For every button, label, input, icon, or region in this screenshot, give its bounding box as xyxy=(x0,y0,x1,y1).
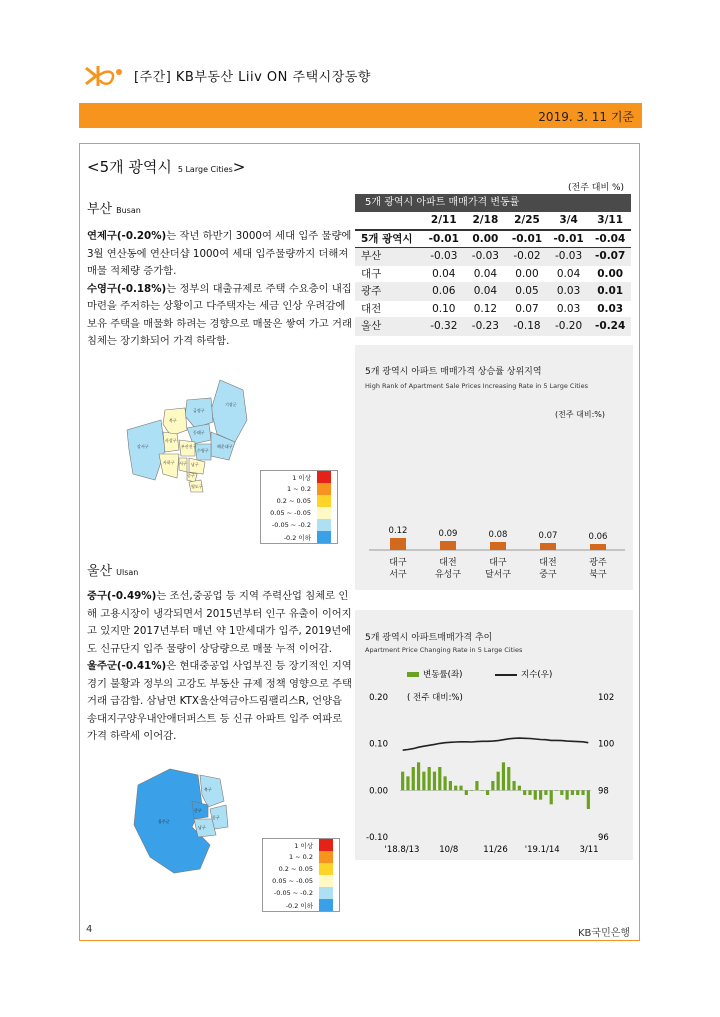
trend-index-line xyxy=(403,738,589,750)
map-legend-swatch xyxy=(317,495,331,507)
bar-chart-category-label: 대구 xyxy=(489,558,507,568)
busan-text xyxy=(87,228,355,351)
top-rise-chart-subtitle: High Rank of Apartment Sale Prices Increasing Rate in 5 Large Cities xyxy=(365,382,589,390)
bar-chart-category-label: 중구 xyxy=(539,570,557,580)
ulsan-map-label: 남구 xyxy=(198,825,206,830)
trend-y-left-tick: -0.10 xyxy=(366,833,388,843)
table-cell: 0.00 xyxy=(515,267,539,280)
table-cell: 0.00 xyxy=(472,232,499,245)
trend-x-tick: 3/11 xyxy=(579,845,599,855)
trend-bar xyxy=(444,776,447,790)
table-title: 5개 광역시 아파트 매매가격 변동률 xyxy=(355,194,631,212)
table-row-label: 대전 xyxy=(361,302,382,315)
busan-map-label: 강서구 xyxy=(137,444,149,449)
busan-map xyxy=(125,370,255,500)
trend-bar xyxy=(491,781,494,790)
trend-bar xyxy=(560,790,563,795)
table-row-label: 울산 xyxy=(361,320,382,332)
footer-brand: KB국민은행 xyxy=(578,928,631,939)
table-cell: 0.04 xyxy=(473,267,498,280)
map-legend-row: 0.2 ~ 0.05 xyxy=(261,495,337,507)
trend-y-right-tick: 102 xyxy=(598,693,615,703)
map-legend-swatch xyxy=(317,531,331,543)
table-cell: 0.01 xyxy=(597,285,624,297)
trend-bar xyxy=(587,790,590,809)
trend-legend-bar-swatch xyxy=(407,672,419,677)
trend-bar xyxy=(454,786,457,791)
trend-bar xyxy=(544,790,547,795)
trend-bar xyxy=(571,790,574,795)
table-cell: -0.04 xyxy=(595,232,626,245)
bar-chart-value-label: 0.06 xyxy=(588,532,608,542)
trend-chart-unit: ( 전주 대비:%) xyxy=(407,693,463,703)
map-legend-row: -0.2 이하 xyxy=(263,899,339,911)
table-row-label: 광주 xyxy=(361,285,382,297)
trend-chart xyxy=(355,660,633,860)
trend-bar xyxy=(486,790,489,795)
table-cell: 0.12 xyxy=(473,302,498,315)
busan-district-saha xyxy=(159,454,179,478)
page-number: 4 xyxy=(86,924,93,935)
table-column-header: 2/18 xyxy=(472,214,499,226)
map-legend-swatch xyxy=(317,519,331,531)
bar-chart-value-label: 0.12 xyxy=(388,526,408,536)
table-cell: -0.07 xyxy=(595,250,626,262)
trend-bar xyxy=(523,790,526,795)
bar-chart-category-label: 서구 xyxy=(389,570,407,580)
top-rise-chart-panel xyxy=(355,345,633,590)
trend-y-right-tick: 96 xyxy=(598,833,609,843)
trend-bar xyxy=(422,772,425,791)
price-change-table xyxy=(355,194,631,336)
busan-map-label: 사하구 xyxy=(163,460,175,465)
table-cell: -0.20 xyxy=(554,320,583,332)
map-legend-swatch xyxy=(319,863,333,875)
table-header-row xyxy=(355,212,631,230)
bar-chart-category-label: 대전 xyxy=(439,558,457,568)
trend-y-right-tick: 98 xyxy=(598,786,609,797)
bar-chart-bar xyxy=(490,542,506,550)
trend-bar xyxy=(555,790,558,791)
trend-bar xyxy=(566,790,569,799)
trend-chart-subtitle: Apartment Price Changing Rate in 5 Large Cities xyxy=(365,646,523,654)
map-legend-row: 0.05 ~ -0.05 xyxy=(261,507,337,519)
ulsan-text xyxy=(87,588,355,746)
trend-x-tick: 11/26 xyxy=(483,845,508,855)
table-cell: -0.01 xyxy=(428,232,459,245)
bar-chart-bar xyxy=(440,541,456,550)
section-title: <5개 광역시 5 Large Cities> xyxy=(87,158,246,176)
trend-bar xyxy=(512,781,515,790)
busan-map-legend xyxy=(260,470,338,544)
bar-chart-category-label: 달서구 xyxy=(484,570,512,580)
trend-bar xyxy=(518,786,521,791)
table-row xyxy=(355,283,631,301)
bar-chart-category-label: 광주 xyxy=(589,558,607,568)
map-legend-swatch xyxy=(317,471,331,483)
busan-map-label: 북구 xyxy=(169,418,177,423)
trend-legend-label: 지수(우) xyxy=(521,670,553,680)
map-legend-swatch xyxy=(317,483,331,495)
busan-district-gijang xyxy=(211,380,247,442)
table-unit: (전주 대비 %) xyxy=(568,183,625,193)
ulsan-paragraph: 울주군(-0.41%)은 현대중공업 사업부진 등 장기적인 지역 경기 불황과 정부의 고강도 부동산 규제 정책 영향으로 주택 거래 급감함. 삼남면 KTX울산역금아드림팰리스R, 언양읍 송대지구양우내안애더퍼스트 등 신규 아파트 입주 여파로 가격 하락세 이어감. xyxy=(87,660,352,742)
trend-chart-title: 5개 광역시 아파트매매가격 추이 xyxy=(365,633,493,643)
busan-map-label: 남구 xyxy=(191,462,199,467)
table-row xyxy=(355,248,631,266)
ulsan-map-label: 북구 xyxy=(204,787,212,792)
busan-map-label: 서구 xyxy=(179,461,187,466)
bar-chart-value-label: 0.09 xyxy=(438,529,458,539)
busan-district-gangseo xyxy=(127,420,165,480)
map-legend-swatch xyxy=(319,839,333,851)
table-cell: 0.04 xyxy=(556,267,581,280)
map-legend-swatch xyxy=(319,875,333,887)
table-cell: 0.03 xyxy=(597,302,624,315)
map-legend-swatch xyxy=(319,887,333,899)
table-row-label: 5개 광역시 xyxy=(361,232,413,245)
ulsan-map-label: 울주군 xyxy=(158,819,170,824)
trend-bar xyxy=(502,762,505,790)
table-cell: -0.01 xyxy=(553,232,584,245)
table-cell: -0.02 xyxy=(513,250,541,262)
trend-bar xyxy=(412,767,415,790)
trend-bar xyxy=(550,790,553,804)
trend-bar xyxy=(449,781,452,790)
trend-chart-panel xyxy=(355,610,633,860)
report-date: 2019. 3. 11 기준 xyxy=(538,110,634,124)
map-legend-swatch xyxy=(317,507,331,519)
map-legend-row: -0.05 ~ -0.2 xyxy=(263,887,339,899)
trend-bar xyxy=(401,772,404,791)
table-cell: -0.01 xyxy=(511,232,543,245)
trend-bar xyxy=(539,790,542,799)
bar-chart-value-label: 0.08 xyxy=(488,530,508,540)
busan-paragraph: 연제구(-0.20%)는 작년 하반기 3000여 세대 입주 물량에 3월 연산동에 연산더샵 1000여 세대 입주물량까지 더해져 매물 적체량 증가함. xyxy=(87,230,352,277)
ulsan-map-label: 중구 xyxy=(194,808,202,813)
table-row xyxy=(355,301,631,319)
top-rise-chart xyxy=(355,495,633,590)
date-bar xyxy=(79,103,642,128)
map-legend-row: -0.2 이하 xyxy=(261,531,337,543)
table-cell: -0.03 xyxy=(471,250,499,262)
trend-bar xyxy=(507,767,510,790)
table-column-header: 3/4 xyxy=(559,214,578,226)
map-legend-row: 1 이상 xyxy=(263,839,339,851)
bar-chart-bar xyxy=(390,538,406,550)
trend-y-left-tick: 0.00 xyxy=(369,786,388,797)
table-cell: 0.07 xyxy=(515,302,539,315)
trend-x-tick: '19.1/14 xyxy=(524,845,560,855)
trend-bar xyxy=(459,786,462,791)
map-legend-row: 1 ~ 0.2 xyxy=(261,483,337,495)
top-rise-chart-unit: (전주 대비:%) xyxy=(555,410,605,419)
table-cell: -0.24 xyxy=(595,320,626,332)
busan-map-label: 동래구 xyxy=(193,430,205,435)
trend-x-tick: '18.8/13 xyxy=(384,845,420,855)
table-row xyxy=(355,318,631,336)
ulsan-map-label: 동구 xyxy=(212,815,220,820)
trend-x-tick: 10/8 xyxy=(439,845,459,855)
top-rise-chart-title: 5개 광역시 아파트 매매가격 상승률 상위지역 xyxy=(365,367,542,377)
trend-y-right-tick: 100 xyxy=(598,739,615,750)
trend-bar xyxy=(581,790,584,795)
trend-bar xyxy=(497,772,500,791)
map-legend-row: 1 ~ 0.2 xyxy=(263,851,339,863)
map-legend-row: 0.2 ~ 0.05 xyxy=(263,863,339,875)
bar-chart-bar xyxy=(540,543,556,550)
bar-chart-category-label: 대구 xyxy=(389,558,407,568)
table-cell: 0.04 xyxy=(432,267,456,280)
table-cell: 0.03 xyxy=(556,285,581,297)
trend-bar xyxy=(481,790,484,791)
busan-paragraph: 수영구(-0.18%)는 정부의 대출규제로 주택 수요층이 내집 마련을 주저하는 상황이고 다주택자는 세금 인상 우려감에 보유 주택을 매물화 하려는 경향으로 매물은 쌓여 가고 거래 침체는 장기화되어 가격 하락함. xyxy=(87,282,352,347)
table-column-header: 3/11 xyxy=(597,214,624,226)
table-cell: 0.03 xyxy=(556,302,581,315)
bar-chart-category-label: 북구 xyxy=(589,570,607,580)
trend-bar xyxy=(433,772,436,791)
busan-map-label: 중구 xyxy=(187,473,195,478)
table-cell: -0.18 xyxy=(513,320,541,332)
table-cell: 0.10 xyxy=(432,302,456,315)
map-legend-swatch xyxy=(319,851,333,863)
busan-map-label: 부산진구 xyxy=(181,444,197,449)
trend-bar xyxy=(534,790,537,799)
table-row xyxy=(355,230,631,249)
busan-map-label: 수영구 xyxy=(197,448,209,453)
bar-chart-value-label: 0.07 xyxy=(538,531,558,541)
table-cell: 0.05 xyxy=(515,285,539,297)
table-cell: -0.03 xyxy=(430,250,458,262)
bar-chart-category-label: 유성구 xyxy=(434,570,462,580)
trend-bar xyxy=(475,781,478,790)
ulsan-heading: 울산 Ulsan xyxy=(87,564,139,579)
trend-bar xyxy=(406,776,409,790)
table-cell: 0.04 xyxy=(473,285,498,297)
trend-legend-label: 변동률(좌) xyxy=(423,670,463,680)
busan-map-label: 금정구 xyxy=(193,408,205,413)
report-title: [주간] KB부동산 Liiv ON 주택시장동향 xyxy=(134,70,371,85)
trend-bar xyxy=(428,767,431,790)
busan-map-label: 해운대구 xyxy=(217,444,233,449)
table-column-header: 2/25 xyxy=(514,214,540,226)
table-cell: -0.23 xyxy=(471,320,499,332)
busan-map-label: 영도구 xyxy=(191,484,203,489)
table-column-header: 2/11 xyxy=(430,214,457,226)
busan-map-label: 사상구 xyxy=(165,438,177,443)
trend-bar xyxy=(417,762,420,790)
trend-bar xyxy=(465,790,468,795)
busan-map-label: 기장군 xyxy=(225,402,237,407)
trend-bar xyxy=(438,767,441,790)
map-legend-row: -0.05 ~ -0.2 xyxy=(261,519,337,531)
trend-bar xyxy=(528,790,531,795)
table-cell: 0.06 xyxy=(432,285,456,297)
ulsan-paragraph: 중구(-0.49%)는 조선,중공업 등 지역 주력산업 침체로 인해 고용시장이 냉각되면서 2015년부터 인구 유출이 이어지고 있지만 2017년부터 매년 약 1만세대가 입주, 2019년에도 신규단지 입주 물량이 상당량으로 매물 누적 이어감. xyxy=(87,590,352,655)
map-legend-row: 0.05 ~ -0.05 xyxy=(263,875,339,887)
ulsan-map xyxy=(130,765,245,875)
busan-district-geumjeong xyxy=(185,398,213,428)
table-cell: -0.32 xyxy=(430,320,458,332)
busan-heading: 부산 Busan xyxy=(87,202,141,217)
map-legend-swatch xyxy=(319,899,333,911)
table-row xyxy=(355,266,631,284)
map-legend-row: 1 이상 xyxy=(261,471,337,483)
ulsan-map-legend xyxy=(262,838,340,912)
table-cell: 0.00 xyxy=(597,267,624,280)
table-cell: -0.03 xyxy=(554,250,583,262)
trend-y-left-tick: 0.10 xyxy=(369,739,388,750)
trend-y-left-tick: 0.20 xyxy=(369,693,388,703)
table-row-label: 대구 xyxy=(361,267,382,280)
trend-bar xyxy=(470,790,473,791)
bar-chart-bar xyxy=(590,544,606,550)
bar-chart-category-label: 대전 xyxy=(539,558,557,568)
trend-bar xyxy=(576,790,579,795)
table-row-label: 부산 xyxy=(361,250,382,262)
kb-logo-icon xyxy=(82,62,126,90)
